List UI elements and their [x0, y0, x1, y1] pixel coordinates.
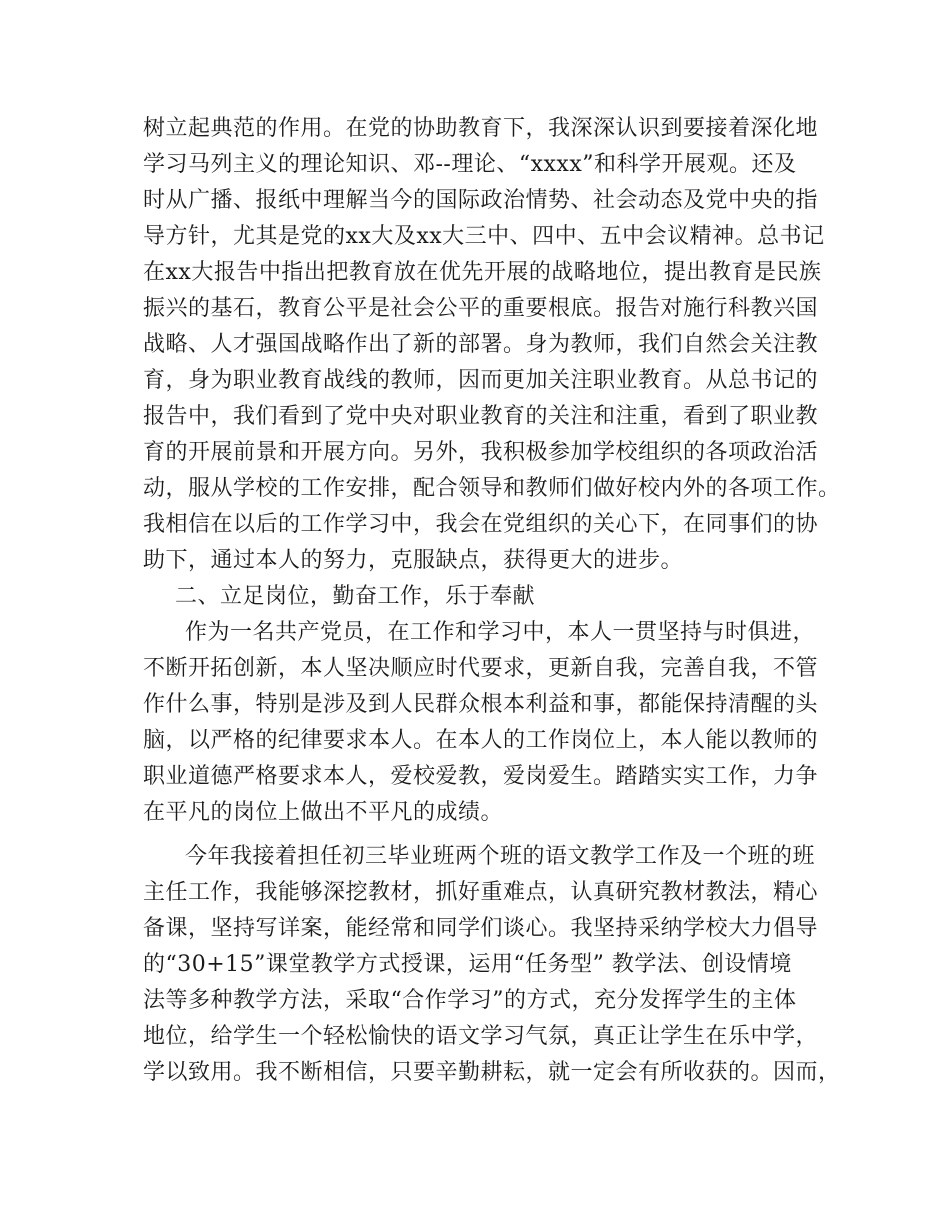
paragraph-line: 学习马列主义的理论知识、邓--理论、“xxxx”和科学开展观。还及	[143, 152, 797, 177]
paragraph-line: 地位，给学生一个轻松愉快的语文学习气氛，真正让学生在乐中学，	[143, 1024, 819, 1049]
paragraph-line: 职业道德严格要求本人，爱校爱教，爱岗爱生。踏踏实实工作，力争	[143, 764, 819, 789]
paragraph-line: 动，服从学校的工作安排，配合领导和教师们做好校内外的各项工作。	[143, 476, 841, 501]
paragraph-line: 我相信在以后的工作学习中，我会在党组织的关心下，在同事们的协	[143, 512, 819, 537]
paragraph-line: 备课，坚持写详案，能经常和同学们谈心。我坚持采纳学校大力倡导	[143, 916, 819, 941]
paragraph-line: 脑，以严格的纪律要求本人。在本人的工作岗位上，本人能以教师的	[143, 728, 819, 753]
paragraph-line: 育，身为职业教育战线的教师，因而更加关注职业教育。从总书记的	[143, 368, 819, 393]
paragraph-line: 振兴的基石，教育公平是社会公平的重要根底。报告对施行科教兴国	[143, 296, 819, 321]
paragraph-line: 作为一名共产党员，在工作和学习中，本人一贯坚持与时俱进，	[185, 620, 816, 645]
paragraph-line: 不断开拓创新，本人坚决顺应时代要求，更新自我，完善自我，不管	[143, 656, 819, 681]
paragraph-line: 助下，通过本人的努力，克服缺点，获得更大的进步。	[143, 548, 684, 573]
paragraph-line: 在xx大报告中指出把教育放在优先开展的战略地位，提出教育是民族	[143, 260, 822, 285]
paragraph-line: 主任工作，我能够深挖教材，抓好重难点，认真研究教材教法，精心	[143, 880, 819, 905]
paragraph-line: 战略、人才强国战略作出了新的部署。身为教师，我们自然会关注教	[143, 332, 819, 357]
paragraph-line: 作什么事，特别是涉及到人民群众根本利益和事，都能保持清醒的头	[143, 692, 819, 717]
paragraph-line: 时从广播、报纸中理解当今的国际政治情势、社会动态及党中央的指	[143, 188, 819, 213]
paragraph-line: 在平凡的岗位上做出不平凡的成绩。	[143, 800, 504, 825]
paragraph-line: 的“30+15”课堂教学方式授课，运用“任务型” 教学法、创设情境	[143, 952, 792, 977]
paragraph-line: 法等多种教学方法，采取“合作学习”的方式，充分发挥学生的主体	[143, 988, 797, 1013]
paragraph-line: 学以致用。我不断相信，只要辛勤耕耘，就一定会有所收获的。因而，	[143, 1060, 841, 1085]
paragraph-line: 今年我接着担任初三毕业班两个班的语文教学工作及一个班的班	[185, 844, 816, 869]
section-heading: 二、立足岗位，勤奋工作，乐于奉献	[175, 584, 536, 609]
paragraph-line: 育的开展前景和开展方向。另外，我积极参加学校组织的各项政治活	[143, 440, 819, 465]
paragraph-line: 报告中，我们看到了党中央对职业教育的关注和注重，看到了职业教	[143, 404, 819, 429]
paragraph-line: 树立起典范的作用。在党的协助教育下，我深深认识到要接着深化地	[143, 116, 819, 141]
paragraph-line: 导方针，尤其是党的xx大及xx大三中、四中、五中会议精神。总书记	[143, 224, 825, 249]
